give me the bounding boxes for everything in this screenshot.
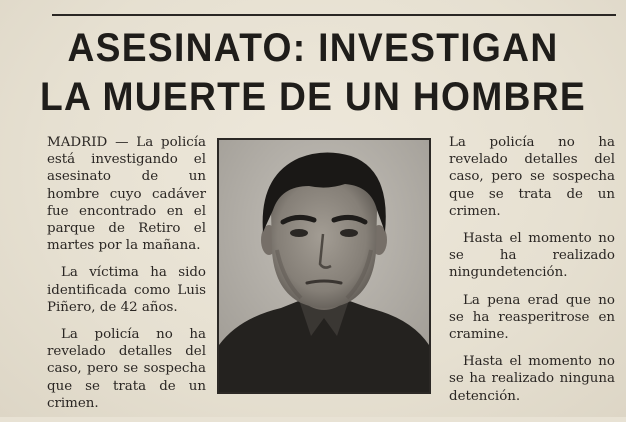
right-column bbox=[449, 134, 615, 415]
right-paragraph-4: Hasta el momento no se ha realizado ninguna detención. bbox=[449, 354, 615, 404]
left-paragraph-3: La policía no ha revelado detalles del caso, pero se sospecha que se trata de un crimen. bbox=[47, 327, 206, 411]
left-paragraph-1: MADRID — La policía está investigando el asesinato de un hombre cuyo cadáver fue encontrado en el parque de Retiro el martes por la mañana. bbox=[47, 135, 206, 254]
portrait-photo-icon bbox=[219, 140, 429, 392]
headline-line-1: ASESINATO: INVESTIGAN bbox=[67, 26, 559, 70]
headline bbox=[22, 24, 604, 122]
right-paragraph-3: La pena erad que no se ha reasperitrose en cramine. bbox=[449, 292, 615, 343]
left-paragraph-2: La víctima ha sido identificada como Luis Piñero, de 42 años. bbox=[47, 265, 206, 315]
right-paragraph-1: La policía no ha revelado detalles del caso, pero se sospecha que se trata de un crimen. bbox=[449, 135, 615, 219]
top-rule bbox=[52, 14, 616, 16]
right-eye bbox=[340, 229, 358, 237]
left-eye bbox=[290, 229, 308, 237]
portrait-photo bbox=[217, 138, 431, 394]
face bbox=[271, 178, 377, 308]
left-column bbox=[47, 134, 206, 422]
headline-line-2: LA MUERTE DE UN HOMBRE bbox=[40, 75, 586, 119]
right-paragraph-2: Hasta el momento no se ha realizado ningundetención. bbox=[449, 231, 615, 281]
